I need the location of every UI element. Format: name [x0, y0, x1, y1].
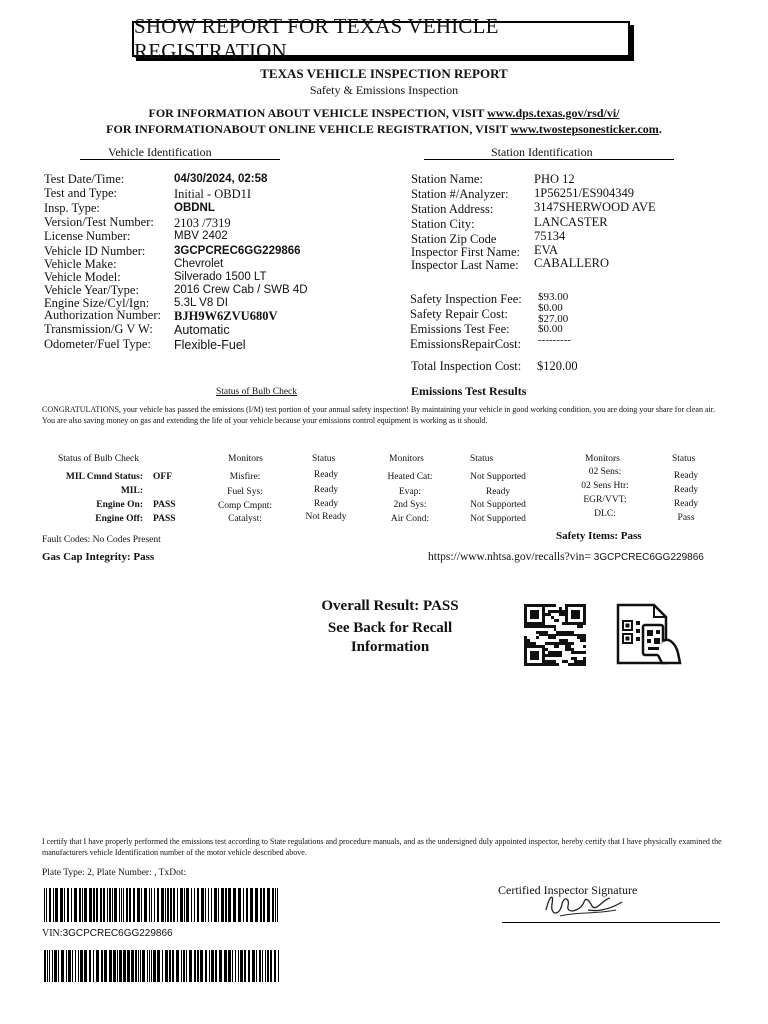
monitor-column-header: Monitors [585, 454, 620, 464]
barcode-icon [44, 888, 280, 922]
info-line-inspection [0, 106, 768, 121]
report-header-title: SHOW REPORT FOR TEXAS VEHICLE REGISTRATION [134, 14, 499, 63]
recall-note-line2: Information [350, 639, 430, 655]
monitor-name: Catalyst: [228, 514, 262, 524]
total-cost-label: Total Inspection Cost: [411, 359, 522, 373]
monitor-column-header: Status [672, 454, 696, 464]
recall-note-line1: See Back for Recall [327, 620, 453, 636]
vehicle-field-value: Flexible-Fuel [174, 338, 246, 352]
vehicle-field-value: OBDNL [174, 202, 215, 214]
monitor-name: Heated Cat: [387, 472, 433, 482]
monitor-status: Not Supported [470, 514, 526, 524]
station-identification-heading: Station Identification [491, 145, 593, 159]
gas-cap-integrity: Gas Cap Integrity: Pass [42, 551, 155, 563]
vehicle-field-label: Engine Size/Cyl/Ign: [44, 296, 150, 310]
station-field-label: Station #/Analyzer: [411, 187, 509, 201]
station-field-value: PHO 12 [534, 172, 575, 186]
report-title: TEXAS VEHICLE INSPECTION REPORT [260, 66, 508, 81]
vehicle-field-label: Transmission/G V W: [44, 322, 153, 336]
fee-label: Safety Inspection Fee: [410, 292, 522, 306]
recall-url-vin: 3GCPCREC6GG229866 [593, 552, 704, 563]
vehicle-field-value: 5.3L V8 DI [174, 297, 228, 309]
vehicle-field-label: Odometer/Fuel Type: [44, 337, 151, 351]
monitor-name: Air Cond: [390, 514, 430, 524]
barcode-icon [44, 950, 280, 982]
monitor-status: Not Supported [470, 500, 526, 510]
vehicle-field-value: 2103 /7319 [174, 216, 231, 230]
fee-label: EmissionsRepairCost: [410, 337, 522, 351]
signature-mark [540, 890, 630, 920]
vehicle-field-value: 04/30/2024, 02:58 [174, 173, 268, 185]
station-field-label: Station Zip Code [411, 232, 497, 246]
bulb-check-value: PASS [153, 500, 176, 510]
monitor-status: Pass [677, 513, 695, 523]
monitor-status: Ready [673, 485, 699, 495]
station-field-label: Inspector First Name: [411, 245, 521, 259]
report-header-box [132, 14, 630, 63]
monitor-column-header: Status of Bulb Check [58, 454, 140, 464]
monitor-name: 02 Sens: [588, 467, 622, 477]
vehicle-field-label: Test and Type: [44, 186, 118, 200]
station-field-label: Inspector Last Name: [411, 258, 519, 272]
vehicle-field-value: 3GCPCREC6GG229866 [174, 245, 301, 257]
certification-text: I certify that I have properly performed the emissions test according to State regulations and procedure manuals, and as the undersigned duly appointed inspector, hereby certify that I have physically examined the manufacturers vehicle Identification number of the motor vehicle described above. [42, 837, 722, 857]
info-line-registration-suffix: . [658, 122, 662, 136]
vin-prefix: VIN: [42, 928, 63, 939]
station-field-value: 1P56251/ES904349 [534, 186, 635, 200]
fee-value: $0.00 [538, 302, 563, 314]
monitor-status: Ready [673, 499, 699, 509]
dps-link[interactable]: www.dps.texas.gov/rsd/vi/ [487, 106, 620, 120]
report-subtitle: Safety & Emissions Inspection [309, 83, 459, 97]
bulb-check-label: Engine Off: [95, 514, 143, 524]
info-line-registration [0, 122, 768, 137]
station-field-value: CABALLERO [534, 256, 609, 270]
station-field-label: Station City: [411, 217, 475, 231]
vehicle-field-label: Vehicle Model: [44, 270, 121, 284]
monitor-column-header: Status [470, 454, 494, 464]
vehicle-field-label: License Number: [44, 229, 131, 243]
vehicle-field-label: Authorization Number: [44, 308, 161, 322]
monitor-status: Ready [313, 499, 339, 509]
vehicle-field-value: Chevrolet [174, 258, 224, 270]
vehicle-field-label: Version/Test Number: [44, 215, 154, 229]
vehicle-identification-rule [80, 159, 280, 160]
vehicle-field-label: Insp. Type: [44, 201, 100, 215]
monitor-name: 2nd Sys: [393, 500, 427, 510]
fee-label: Safety Repair Cost: [410, 307, 508, 321]
recall-url-prefix: https://www.nhtsa.gov/recalls?vin= [428, 551, 591, 563]
monitor-status: Ready [313, 470, 339, 480]
station-identification-rule [424, 159, 674, 160]
fee-value: $93.00 [538, 291, 569, 303]
monitor-name: Misfire: [229, 472, 261, 482]
monitor-name: Comp Cmpnt: [217, 501, 273, 511]
signature-line [502, 922, 720, 923]
vehicle-field-label: Vehicle ID Number: [44, 244, 146, 258]
monitor-column-header: Status [312, 454, 336, 464]
fee-value: $27.00 [538, 313, 569, 325]
overall-result: Overall Result: PASS [321, 598, 459, 614]
vehicle-field-label: Vehicle Make: [44, 257, 117, 271]
fault-codes: Fault Codes: No Codes Present [42, 535, 161, 545]
congratulations-text: CONGRATULATIONS, your vehicle has passed the emissions (I/M) test portion of your annual safety inspection! By maintaining your vehicle in good working condition, you are doing your share for clean air. You are also saving money on gas and extending the life of your vehicle because your emissions control equipment is working as it should. [42, 405, 715, 425]
monitor-name: Fuel Sys: [227, 487, 263, 497]
station-field-label: Station Address: [411, 202, 494, 216]
vehicle-identification-heading: Vehicle Identification [108, 145, 212, 159]
monitor-name: 02 Sens Htr: [581, 481, 629, 491]
total-cost-value: $120.00 [537, 359, 578, 373]
monitor-column-header: Monitors [228, 454, 263, 464]
station-field-value: LANCASTER [534, 215, 608, 229]
signature-label: Certified Inspector Signature [498, 883, 638, 897]
info-line-inspection-text: FOR INFORMATION ABOUT VEHICLE INSPECTION, VISIT [148, 106, 488, 120]
monitor-status: Ready [313, 485, 339, 495]
monitor-status: Ready [485, 487, 511, 497]
bulb-check-label: MIL: [120, 486, 143, 496]
bulb-check-value: OFF [153, 472, 172, 482]
qr-code-icon[interactable] [524, 604, 586, 666]
vehicle-field-value: MBV 2402 [174, 230, 228, 242]
monitor-name: Evap: [398, 487, 422, 497]
vehicle-field-value: Automatic [174, 323, 230, 337]
bulb-check-label: Engine On: [96, 500, 143, 510]
fee-value: $0.00 [538, 323, 563, 335]
status-bulb-heading: Status of Bulb Check [216, 387, 298, 397]
bulb-check-value: PASS [153, 514, 176, 524]
monitor-name: EGR/VVT: [583, 495, 627, 505]
recall-url[interactable] [428, 551, 704, 563]
vehicle-field-label: Vehicle Year/Type: [44, 283, 139, 297]
vehicle-field-value: Initial - OBD1I [174, 187, 252, 201]
fee-label: Emissions Test Fee: [410, 322, 510, 336]
vin-line [42, 928, 173, 939]
emissions-results-heading: Emissions Test Results [411, 384, 527, 398]
station-field-label: Station Name: [411, 172, 483, 186]
vin-value: 3GCPCREC6GG229866 [62, 928, 173, 939]
station-field-value: 75134 [534, 229, 566, 243]
vehicle-field-value: Silverado 1500 LT [174, 271, 267, 283]
monitor-status: Not Supported [470, 472, 526, 482]
twostep-link[interactable]: www.twostepsonesticker.com [510, 122, 659, 136]
vehicle-field-value: 2016 Crew Cab / SWB 4D [174, 284, 308, 296]
station-field-value: 3147SHERWOOD AVE [534, 200, 656, 214]
fee-value: --------- [538, 334, 571, 346]
monitor-name: DLC: [594, 509, 616, 519]
bulb-check-label: MIL Cmnd Status: [65, 472, 143, 482]
monitor-status: Ready [673, 471, 699, 481]
vehicle-field-label: Test Date/Time: [44, 172, 125, 186]
vehicle-field-value: BJH9W6ZVU680V [174, 309, 278, 323]
station-field-value: EVA [534, 243, 559, 257]
phone-qr-scan-icon [612, 601, 684, 667]
plate-line: Plate Type: 2, Plate Number: , TxDot: [42, 868, 187, 878]
monitor-column-header: Monitors [389, 454, 424, 464]
info-line-registration-text: FOR INFORMATIONABOUT ONLINE VEHICLE REGISTRATION, VISIT [106, 122, 511, 136]
safety-items: Safety Items: Pass [556, 530, 642, 542]
monitor-status: Not Ready [305, 512, 347, 522]
